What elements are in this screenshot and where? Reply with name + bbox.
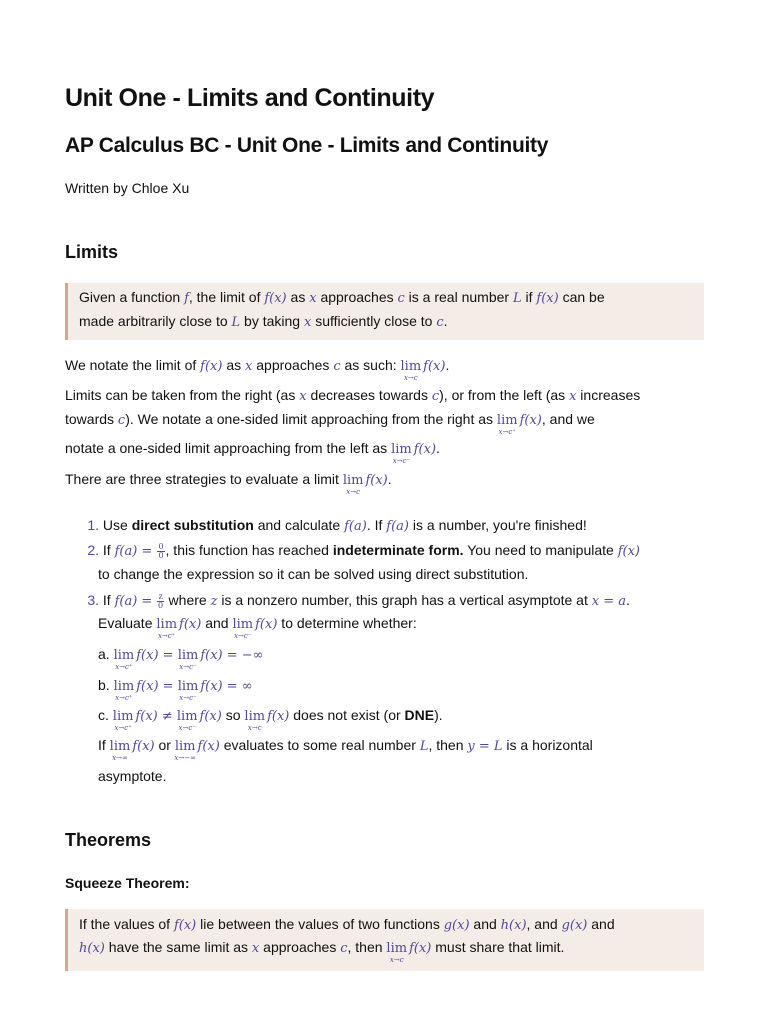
fraction-z-over-zero: $\frac{z}{0}$ — [158, 591, 164, 610]
horizontal-asymptote-line-2: asymptote. — [98, 768, 167, 784]
limit-expression: lim x→c⁻ — [176, 709, 198, 732]
limit-expression: lim x→c⁻ — [177, 648, 199, 671]
list-item-2-continued: to change the expression so it can be solved using direct substitution. — [98, 566, 529, 582]
fraction-zero-over-zero: $\frac{0}{0}$ — [158, 541, 164, 560]
squeeze-theorem-heading: Squeeze Theorem: — [65, 875, 190, 891]
limit-expression: lim x→c — [244, 709, 266, 732]
limit-expression: lim x→c⁻ — [232, 617, 254, 640]
limit-expression: lim x→c — [386, 941, 408, 964]
horizontal-asymptote-line-1: If lim x→∞ f(x) or lim x→−∞ f(x) evaluates to some real number L, then y = L is a horizontal — [98, 737, 593, 762]
case-b: b. lim x→c⁺ f(x) = lim x→c⁻ f(x) = ∞ — [98, 677, 253, 702]
case-a: a. lim x→c⁺ f(x) = lim x→c⁻ f(x) = −∞ — [98, 646, 264, 671]
squeeze-theorem-callout — [65, 909, 704, 971]
limit-expression: lim x→c⁺ — [112, 709, 134, 732]
list-item-3: 3. If f(a) = $\frac{z}{0}$ where z is a nonzero number, this graph has a vertical asymptote at x = a. — [65, 590, 630, 612]
limit-expression: lim x→c⁻ — [177, 679, 199, 702]
limit-expression: lim x→c — [400, 359, 422, 382]
byline: Written by Chloe Xu — [65, 180, 190, 196]
squeeze-line-2: h(x) have the same limit as x approaches c, then lim x→c f(x) must share that limit. — [79, 939, 565, 964]
list-item-2: 2. If f(a) = $\frac{0}{0}$ , this function has reached indeterminate form. You need to manipulate f(x) — [65, 540, 640, 562]
page-title: Unit One - Limits and Continuity — [65, 84, 435, 112]
paragraph-notation: We notate the limit of f(x) as x approaches c as such: lim x→c f(x). — [65, 357, 450, 382]
paragraph-one-sided-1: Limits can be taken from the right (as x decreases towards c), or from the left (as x increases — [65, 387, 641, 404]
paragraph-one-sided-2: towards c). We notate a one-sided limit approaching from the right as lim x→c⁺ f(x), and we — [65, 411, 595, 436]
definition-callout — [65, 283, 704, 340]
definition-line-2: made arbitrarily close to L by taking x sufficiently close to c. — [79, 313, 448, 330]
limit-expression: lim x→c⁻ — [391, 442, 412, 465]
squeeze-line-1: If the values of f(x) lie between the values of two functions g(x) and h(x), and g(x) and — [79, 916, 615, 933]
case-c: c. lim x→c⁺ f(x) ≠ lim x→c⁻ f(x) so lim x→c f(x) does not exist (or DNE). — [98, 707, 443, 732]
page-subtitle: AP Calculus BC - Unit One - Limits and Continuity — [65, 134, 549, 157]
list-number: 2. — [87, 542, 99, 558]
list-item-1: 1. Use direct substitution and calculate f(a). If f(a) is a number, you're finished! — [65, 515, 587, 537]
paragraph-one-sided-3: notate a one-sided limit approaching from the left as lim x→c⁻ f(x). — [65, 440, 440, 465]
list-number: 1. — [87, 517, 99, 533]
limit-expression: lim x→c⁺ — [113, 648, 135, 671]
limit-expression: lim x→c⁺ — [496, 413, 518, 436]
limit-expression: lim x→c — [342, 473, 364, 496]
section-heading-theorems: Theorems — [65, 830, 152, 850]
limit-expression: lim x→−∞ — [174, 739, 196, 762]
section-heading-limits: Limits — [65, 242, 119, 262]
limit-expression: lim x→c⁺ — [113, 679, 135, 702]
paragraph-strategies: There are three strategies to evaluate a limit lim x→c f(x). — [65, 471, 392, 496]
list-item-3-evaluate: Evaluate lim x→c⁺ f(x) and lim x→c⁻ f(x) to determine whether: — [98, 615, 417, 640]
list-number: 3. — [87, 592, 99, 608]
definition-line-1: Given a function f, the limit of f(x) as x approaches c is a real number L if f(x) can be — [79, 289, 605, 306]
limit-expression: lim x→∞ — [109, 739, 131, 762]
limit-expression: lim x→c⁺ — [156, 617, 178, 640]
